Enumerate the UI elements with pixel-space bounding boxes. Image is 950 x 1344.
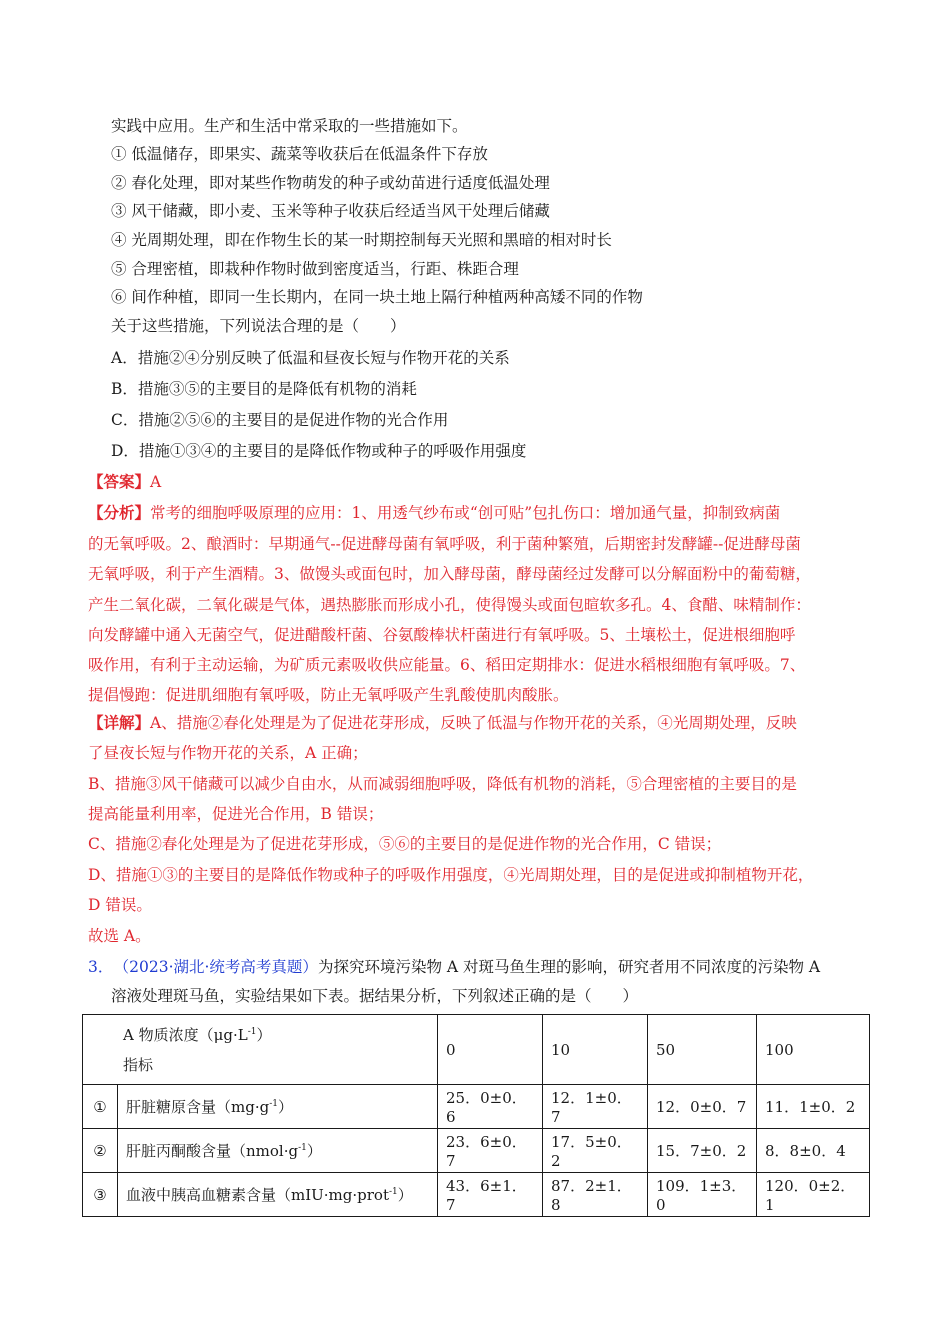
detail-line: B、措施③风干储藏可以减少自由水，从而减弱细胞呼吸，降低有机物的消耗，⑤合理密植的主要目的是 — [88, 775, 797, 793]
measure-item: ⑥ 间作种植，即同一生长期内，在同一块土地上隔行种植两种高矮不同的作物 — [111, 288, 643, 306]
analysis-line: 向发酵罐中通入无菌空气，促进醋酸杆菌、谷氨酸棒状杆菌进行有氧呼吸。5、土壤松土，促进根细胞呼 — [88, 626, 796, 644]
option-c: C．措施②⑤⑥的主要目的是促进作物的光合作用 — [111, 411, 449, 429]
concentration-header: 0 — [438, 1015, 543, 1085]
results-table — [82, 1014, 870, 1217]
table-cell: 12．0±0．7 — [648, 1085, 757, 1129]
question-stem: 关于这些措施，下列说法合理的是（ ） — [111, 317, 406, 335]
detail-line: 故选 A。 — [88, 927, 151, 945]
question-number: 3． — [88, 958, 114, 976]
table-cell: 23．6±0．7 — [438, 1129, 543, 1173]
row-label: 肝脏丙酮酸含量$(nmol\cdot g^{-1})$ — [118, 1129, 438, 1173]
question-3-line-1 — [88, 957, 820, 977]
detail-line: C、措施②春化处理是为了促进花芽形成，⑤⑥的主要目的是促进作物的光合作用，C 错误； — [88, 835, 722, 853]
table-cell: 109．1±3．0 — [648, 1173, 757, 1217]
table-header-cell — [83, 1015, 438, 1085]
answer-line: 【答案】A — [88, 472, 162, 491]
question-3-text: 为探究环境污染物 A 对斑马鱼生理的影响，研究者用不同浓度的污染物 A — [317, 958, 821, 976]
table-cell: 120．0±2．1 — [757, 1173, 870, 1217]
measure-item: ③ 风干储藏，即小麦、玉米等种子收获后经适当风干处理后储藏 — [111, 202, 550, 220]
intro-text: 实践中应用。生产和生活中常采取的一些措施如下。 — [111, 117, 468, 135]
concentration-header: 50 — [648, 1015, 757, 1085]
concentration-header: 10 — [543, 1015, 648, 1085]
analysis-line: 产生二氧化碳，二氧化碳是气体，遇热膨胀而形成小孔，使得馒头或面包暄软多孔。4、食醋、味精制作： — [88, 596, 811, 614]
measure-item: ⑤ 合理密植，即栽种作物时做到密度适当，行距、株距合理 — [111, 260, 519, 278]
analysis-line: 吸作用，有利于主动运输，为矿质元素吸收供应能量。6、稻田定期排水：促进水稻根细胞有氧呼吸。7、 — [88, 656, 806, 674]
concentration-header: 100 — [757, 1015, 870, 1085]
table-cell: 17．5±0．2 — [543, 1129, 648, 1173]
table-cell: 15．7±0．2 — [648, 1129, 757, 1173]
detail-line: D、措施①③的主要目的是降低作物或种子的呼吸作用强度，④光周期处理，目的是促进或抑制植物开花， — [88, 866, 814, 884]
analysis-line: 的无氧呼吸。2、酿酒时：早期通气--促进酵母菌有氧呼吸，利于菌种繁殖，后期密封发酵罐--促进酵母菌 — [88, 535, 801, 553]
analysis-line: 【分析】常考的细胞呼吸原理的应用：1、用透气纱布或“创可贴”包扎伤口：增加通气量，抑制致病菌 — [88, 503, 781, 522]
table-row — [83, 1129, 870, 1173]
row-number: ③ — [83, 1173, 118, 1217]
table-cell: 43．6±1．7 — [438, 1173, 543, 1217]
option-a: A．措施②④分别反映了低温和昼夜长短与作物开花的关系 — [111, 349, 510, 367]
row-label: 血液中胰高血糖素含量（mIU·mg·prot$^{-1}$） — [118, 1173, 438, 1217]
table-cell: 87．2±1．8 — [543, 1173, 648, 1217]
question-source: （2023·湖北·统考高考真题） — [121, 958, 318, 976]
table-row — [83, 1085, 870, 1129]
detail-line: 了昼夜长短与作物开花的关系，A 正确； — [88, 744, 368, 762]
detail-line: D 错误。 — [88, 896, 152, 914]
table-cell: 11．1±0．2 — [757, 1085, 870, 1129]
analysis-line: 提倡慢跑：促进肌细胞有氧呼吸，防止无氧呼吸产生乳酸使肌肉酸胀。 — [88, 686, 569, 704]
option-b: B．措施③⑤的主要目的是降低有机物的消耗 — [111, 380, 417, 398]
table-header-row — [83, 1015, 870, 1085]
header-concentration-label: A 物质浓度$(\mu g\cdot L^{-1})$ — [123, 1025, 272, 1044]
question-3-line-2: 溶液处理斑马鱼，实验结果如下表。据结果分析，下列叙述正确的是（ ） — [111, 987, 639, 1005]
analysis-line: 无氧呼吸，利于产生酒精。3、做馒头或面包时，加入酵母菌，酵母菌经过发酵可以分解面粉中的葡萄糖， — [88, 565, 811, 583]
measure-item: ④ 光周期处理，即在作物生长的某一时期控制每天光照和黑暗的相对时长 — [111, 231, 612, 249]
table-cell: 25．0±0．6 — [438, 1085, 543, 1129]
detail-line: 提高能量利用率，促进光合作用，B 错误； — [88, 805, 384, 823]
option-d: D．措施①③④的主要目的是降低作物或种子的呼吸作用强度 — [111, 442, 527, 460]
measure-item: ② 春化处理，即对某些作物萌发的种子或幼苗进行适度低温处理 — [111, 174, 550, 192]
detail-line: 【详解】A、措施②春化处理是为了促进花芽形成，反映了低温与作物开花的关系，④光周期处理，反映 — [88, 713, 797, 732]
measure-item: ① 低温储存，即果实、蔬菜等收获后在低温条件下存放 — [111, 145, 488, 163]
row-label: 肝脏糖原含量$(mg\cdot g^{-1})$ — [118, 1085, 438, 1129]
row-number: ② — [83, 1129, 118, 1173]
table-row — [83, 1173, 870, 1217]
table-cell: 12．1±0．7 — [543, 1085, 648, 1129]
row-number: ① — [83, 1085, 118, 1129]
header-indicator-label: 指标 — [123, 1055, 154, 1074]
table-cell: 8．8±0．4 — [757, 1129, 870, 1173]
